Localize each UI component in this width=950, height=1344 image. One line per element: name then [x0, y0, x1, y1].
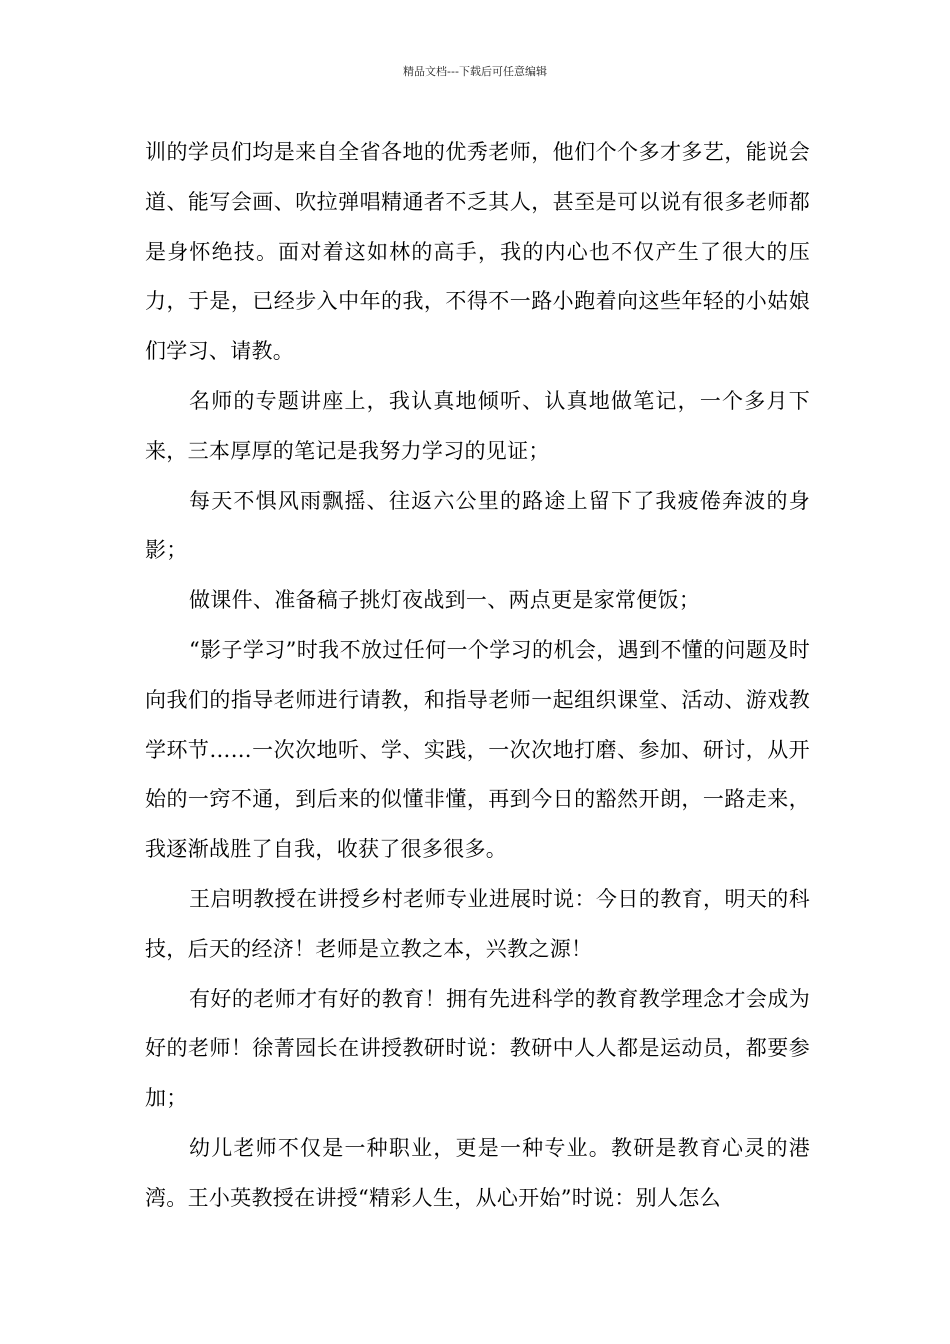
paragraph: 做课件、准备稿子挑灯夜战到一、两点更是家常便饭； — [189, 588, 701, 613]
paragraph: “影子学习”时我不放过任何一个学习的机会，遇到不懂的问题及时向我们的指导老师进行请教，和指导老师一起组织课堂、活动、游戏教学环节……一次次地听、学、实践，一次次地打磨、参加、研讨，从开始的一窍不通，到后来的似懂非懂，再到今日的豁然开朗，一路走来，我逐渐战胜了自我，收获了很多很多。 — [145, 637, 810, 862]
document-body — [145, 128, 810, 1224]
paragraph: 幼儿老师不仅是一种职业，更是一种专业。教研是教育心灵的港湾。王小英教授在讲授“精彩人生，从心开始”时说：别人怎么 — [145, 1135, 810, 1210]
paragraph: 名师的专题讲座上，我认真地倾听、认真地做笔记，一个多月下来，三本厚厚的笔记是我努力学习的见证； — [145, 388, 810, 463]
paragraph: 有好的老师才有好的教育！拥有先进科学的教育教学理念才会成为好的老师！徐菁园长在讲授教研时说：教研中人人都是运动员，都要参加； — [145, 986, 810, 1111]
page-header: 精品文档---下载后可任意编辑 — [403, 65, 547, 78]
paragraph: 每天不惧风雨飘摇、往返六公里的路途上留下了我疲倦奔波的身影； — [145, 488, 810, 563]
paragraph: 训的学员们均是来自全省各地的优秀老师，他们个个多才多艺，能说会道、能写会画、吹拉弹唱精通者不乏其人，甚至是可以说有很多老师都是身怀绝技。面对着这如林的高手，我的内心也不仅产生了很大的压力，于是，已经步入中年的我，不得不一路小跑着向这些年轻的小姑娘们学习、请教。 — [145, 140, 810, 364]
paragraph: 王启明教授在讲授乡村老师专业进展时说：今日的教育，明天的科技，后天的经济！老师是立教之本，兴教之源！ — [145, 886, 810, 961]
